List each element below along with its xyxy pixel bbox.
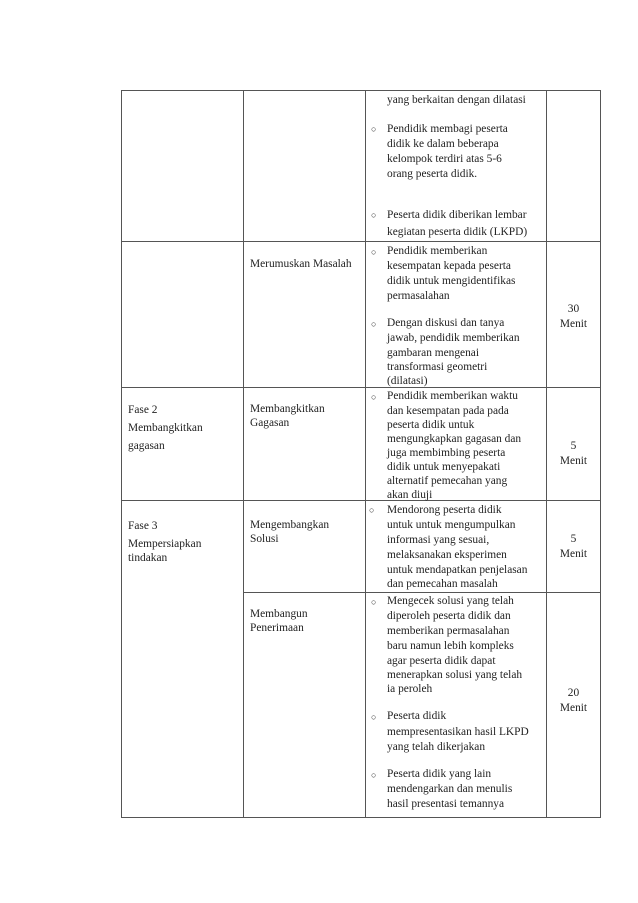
phase-name: tindakan [128, 552, 168, 564]
activity-item-text: yang telah dikerjakan [387, 741, 486, 753]
activity-item-text: dan pemecahan masalah [387, 578, 498, 590]
activity-name: Penerimaan [250, 622, 304, 634]
bullet-icon: ○ [371, 712, 377, 722]
activity-item-text: didik untuk mengidentifikas [387, 275, 516, 287]
activity-item-text: kesempatan kepada peserta [387, 260, 511, 272]
row-divider [121, 387, 600, 388]
time-value: 5 [570, 440, 577, 452]
activity-item-text: Peserta didik diberikan lembar [387, 209, 527, 221]
time-unit: Menit [559, 455, 588, 467]
activity-item-text: (dilatasi) [387, 375, 428, 387]
bullet-icon: ○ [371, 210, 377, 220]
time-value: 30 [567, 303, 580, 315]
bullet-icon: ○ [369, 505, 375, 515]
table-border-bottom [121, 817, 600, 818]
activity-item-text: menerapkan solusi yang telah [387, 669, 523, 681]
activity-item-text: hasil presentasi temannya [387, 798, 505, 810]
activity-item-text: yang berkaitan dengan dilatasi [387, 94, 526, 106]
activity-item-text: Peserta didik [387, 710, 447, 722]
activity-item-text: alternatif pemecahan yang [387, 475, 508, 487]
activity-item-text: Pendidik memberikan waktu [387, 390, 518, 402]
activity-name: Merumuskan Masalah [250, 258, 352, 270]
activity-item-text: permasalahan [387, 290, 450, 302]
time-value: 5 [570, 533, 577, 545]
time-unit: Menit [559, 318, 588, 330]
bullet-icon: ○ [371, 770, 377, 780]
activity-item-text: Mengecek solusi yang telah [387, 595, 514, 607]
activity-item-text: diperoleh peserta didik dan [387, 610, 511, 622]
activity-name: Mengembangkan [250, 519, 330, 531]
phase-name: Fase 3 [128, 520, 158, 532]
activity-item-text: untuk mendapatkan penjelasan [387, 564, 528, 576]
phase-name: gagasan [128, 440, 165, 452]
activity-item-text: Mendorong peserta didik [387, 504, 502, 516]
bullet-icon: ○ [371, 319, 377, 329]
activity-item-text: peserta didik untuk [387, 419, 475, 431]
phase-name: Mempersiapkan [128, 538, 202, 550]
activity-item-text: mengungkapkan gagasan dan [387, 433, 522, 445]
time-value: 20 [567, 687, 580, 699]
activity-item-text: orang peserta didik. [387, 168, 478, 180]
row-divider [121, 500, 600, 501]
bullet-icon: ○ [371, 247, 377, 257]
activity-item-text: transformasi geometri [387, 361, 488, 373]
table-border-left [121, 90, 122, 818]
phase-name: Fase 2 [128, 404, 158, 416]
activity-item-text: Pendidik memberikan [387, 245, 488, 257]
activity-item-text: Peserta didik yang lain [387, 768, 492, 780]
activity-item-text: didik untuk menyepakati [387, 461, 501, 473]
column-divider [243, 90, 244, 818]
activity-item-text: mendengarkan dan menulis [387, 783, 513, 795]
activity-item-text: dan kesempatan pada pada [387, 405, 509, 417]
activity-item-text: gambaran mengenai [387, 347, 480, 359]
activity-item-text: untuk untuk mengumpulkan [387, 519, 516, 531]
activity-item-text: akan diuji [387, 489, 433, 501]
activity-item-text: didik ke dalam beberapa [387, 138, 499, 150]
time-unit: Menit [559, 702, 588, 714]
bullet-icon: ○ [371, 392, 377, 402]
activity-item-text: jawab, pendidik memberikan [387, 332, 520, 344]
activity-item-text: melaksanakan eksperimen [387, 549, 507, 561]
phase-name: Membangkitkan [128, 422, 203, 434]
bullet-icon: ○ [371, 124, 377, 134]
activity-item-text: informasi yang sesuai, [387, 534, 490, 546]
activity-item-text: juga membimbing peserta [387, 447, 506, 459]
activity-item-text: ia peroleh [387, 683, 433, 695]
activity-item-text: baru namun lebih kompleks [387, 640, 514, 652]
time-unit: Menit [559, 548, 588, 560]
row-divider [121, 241, 600, 242]
activity-item-text: Pendidik membagi peserta [387, 123, 508, 135]
activity-name: Membangkitkan [250, 403, 325, 415]
activity-item-text: agar peserta didik dapat [387, 655, 496, 667]
column-divider [365, 90, 366, 818]
activity-name: Gagasan [250, 417, 290, 429]
bullet-icon: ○ [371, 597, 377, 607]
activity-item-text: Dengan diskusi dan tanya [387, 317, 505, 329]
activity-name: Membangun [250, 608, 308, 620]
activity-item-text: kelompok terdiri atas 5-6 [387, 153, 502, 165]
activity-name: Solusi [250, 533, 279, 545]
activity-item-text: mempresentasikan hasil LKPD [387, 726, 529, 738]
table-border-top [121, 90, 600, 91]
activity-item-text: memberikan permasalahan [387, 625, 510, 637]
activity-item-text: kegiatan peserta didik (LKPD) [387, 226, 528, 238]
